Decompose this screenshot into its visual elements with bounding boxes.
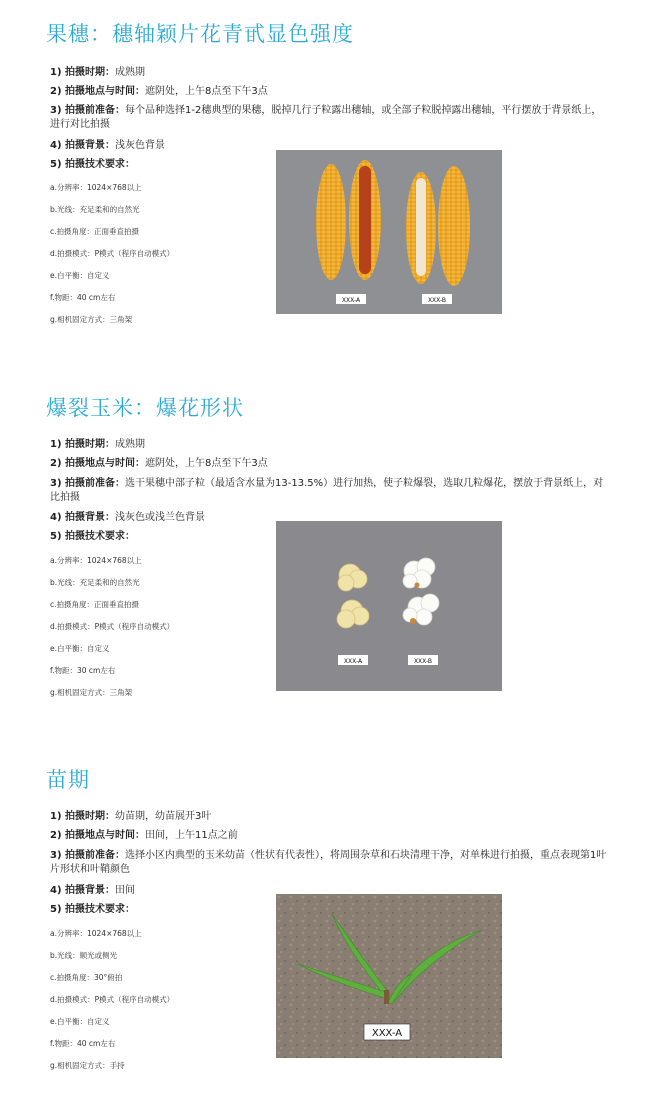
req-place-time: 2) 拍摄地点与时间：遮阴处，上午8点至下午3点 — [50, 458, 268, 469]
tech-mount: g.相机固定方式：手持 — [50, 1061, 125, 1070]
tech-light: b.光线：充足柔和的自然光 — [50, 578, 140, 587]
req-tech-heading: 5) 拍摄技术要求： — [50, 904, 136, 915]
req-place-time: 2) 拍摄地点与时间：遮阴处，上午8点至下午3点 — [50, 86, 268, 97]
req-background: 4) 拍摄背景：田间 — [50, 885, 136, 896]
tech-light: b.光线：顺光或侧光 — [50, 951, 118, 960]
seedling-photo — [276, 894, 502, 1058]
tech-mode: d.拍摄模式：P模式（程序自动模式） — [50, 995, 175, 1004]
req-period: 1) 拍摄时期：幼苗期，幼苗展开3叶 — [50, 811, 212, 822]
tech-angle: c.拍摄角度：30°俯拍 — [50, 973, 123, 982]
req-preparation: 3) 拍摄前准备：每个品种选择1-2穗典型的果穗，脱掉几行子粒露出穗轴，或全部子粒脱掉露出穗轴，平行摆放于背景纸上，进行对比拍摄 — [50, 105, 602, 130]
photo-label-a: XXX-A — [341, 297, 361, 304]
tech-white-balance: e.白平衡：自定义 — [50, 271, 110, 280]
tech-resolution: a.分辨率：1024×768以上 — [50, 929, 142, 938]
req-background: 4) 拍摄背景：浅灰色或浅兰色背景 — [50, 512, 206, 523]
tech-mode: d.拍摄模式：P模式（程序自动模式） — [50, 622, 175, 631]
tech-resolution: a.分辨率：1024×768以上 — [50, 556, 142, 565]
req-period: 1) 拍摄时期：成熟期 — [50, 67, 146, 78]
req-tech-heading: 5) 拍摄技术要求： — [50, 159, 136, 170]
tech-distance: f.物距：40 cm左右 — [50, 293, 116, 302]
tech-mount: g.相机固定方式：三角架 — [50, 315, 133, 324]
req-period: 1) 拍摄时期：成熟期 — [50, 439, 146, 450]
tech-angle: c.拍摄角度：正面垂直拍摄 — [50, 600, 140, 609]
photo-label-a: XXX-A — [371, 1028, 403, 1039]
req-tech-heading: 5) 拍摄技术要求： — [50, 531, 136, 542]
tech-resolution: a.分辨率：1024×768以上 — [50, 183, 142, 192]
photo-label-b: XXX-B — [413, 658, 433, 665]
req-place-time: 2) 拍摄地点与时间：田间，上午11点之前 — [50, 830, 238, 841]
section-title: 苗期 — [46, 768, 90, 792]
corn-ear-photo — [276, 150, 502, 314]
tech-light: b.光线：充足柔和的自然光 — [50, 205, 140, 214]
photo-label-a: XXX-A — [343, 658, 363, 665]
req-preparation: 3) 拍摄前准备：选干果穗中部子粒（最适含水量为13-13.5%）进行加热，使子粒爆裂，选取几粒爆花，摆放于背景纸上，对比拍摄 — [50, 478, 604, 503]
req-preparation: 3) 拍摄前准备：选择小区内典型的玉米幼苗（性状有代表性），将周围杂草和石块清理干净，对单株进行拍摄，重点表现第1叶片形状和叶鞘颜色 — [50, 850, 607, 875]
tech-mode: d.拍摄模式：P模式（程序自动模式） — [50, 249, 175, 258]
photo-label-b: XXX-B — [427, 297, 447, 304]
req-background: 4) 拍摄背景：浅灰色背景 — [50, 140, 166, 151]
popcorn-photo — [276, 521, 502, 691]
tech-mount: g.相机固定方式：三角架 — [50, 688, 133, 697]
tech-angle: c.拍摄角度：正面垂直拍摄 — [50, 227, 140, 236]
tech-distance: f.物距：30 cm左右 — [50, 666, 116, 675]
tech-distance: f.物距：40 cm左右 — [50, 1039, 116, 1048]
section-title: 爆裂玉米：爆花形状 — [46, 396, 244, 420]
section-title: 果穗：穗轴颖片花青甙显色强度 — [46, 22, 354, 46]
tech-white-balance: e.白平衡：自定义 — [50, 644, 110, 653]
tech-white-balance: e.白平衡：自定义 — [50, 1017, 110, 1026]
